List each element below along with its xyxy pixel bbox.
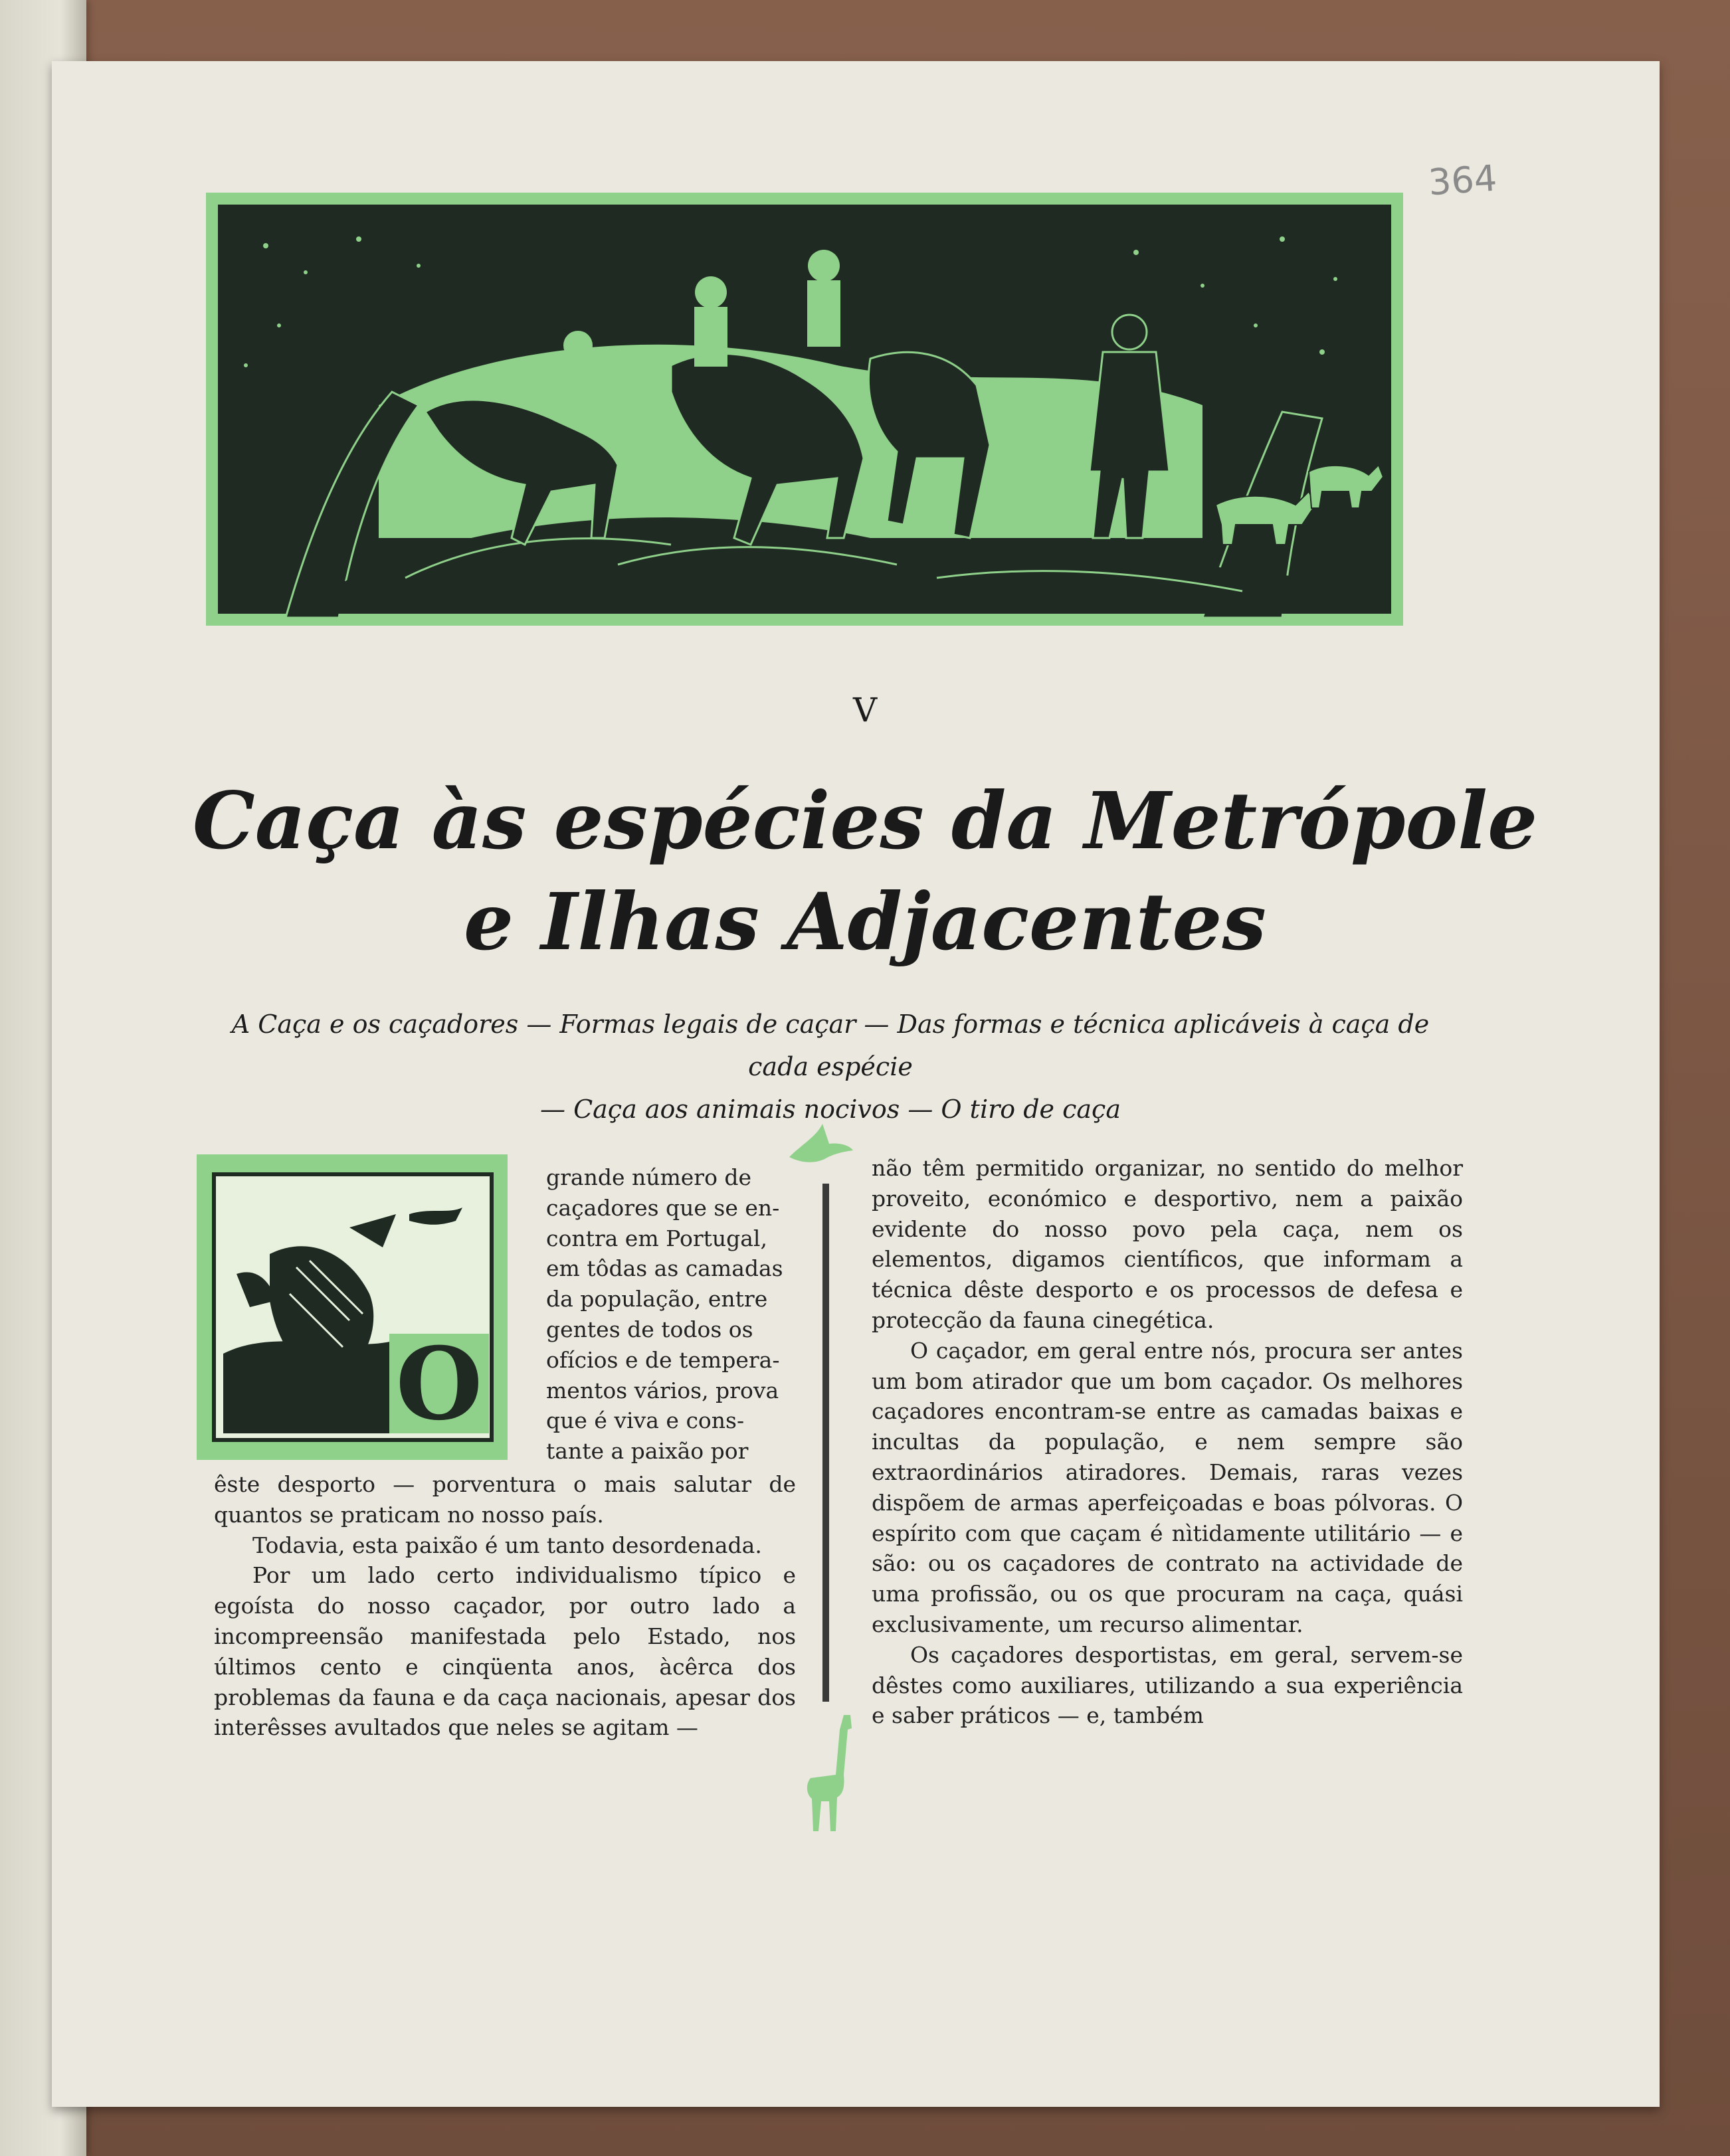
paragraph: Por um lado certo individualismo típico e egoísta do nosso caçador, por outro lado a incompreensão manifestada pelo Estado, nos últimos cento e cinqüenta anos, àcêrca dos problemas da fauna e da caça nacionais, apesar dos interêsses avultados que neles se agitam — <box>214 1562 796 1741</box>
paragraph: não têm permitido organizar, no sentido do melhor proveito, económico e desportivo, nem a paixão evidente do nosso povo pela caça, nem os elementos, digamos científicos, que informam a técnica dêste desporto e os processos de defesa e protecção da fauna cinegética. <box>872 1155 1463 1333</box>
paragraph: O caçador, em geral entre nós, procura ser antes um bom atirador que um bom caçador. Os melhores caçadores encontram-se entre as camadas baixas e incultas da população, e nem sempre são extraordinários atiradores. Demais, raras vezes dispõem de armas aperfeiçoadas e boas pólvoras. O espírito com que caçam é nìtidamente utilitário — e são: ou os caçadores de contrato na actividade de uma profissão, ou os que procuram na caça, quási exclusivamente, um recurso alimentar. <box>872 1337 1463 1637</box>
wrap-line: em tôdas as camadas <box>546 1255 783 1282</box>
chapter-subtitle <box>199 1003 1462 1130</box>
page-number: 364 <box>1426 157 1499 204</box>
hunting-scene-illustration <box>206 193 1403 626</box>
column-divider <box>822 1184 829 1702</box>
wrap-line: tante a paixão por <box>546 1438 749 1465</box>
paragraph: êste desporto — porventura o mais salutar de quantos se praticam no nosso país. <box>214 1471 796 1528</box>
wrap-line: contra em Portugal, <box>546 1225 767 1251</box>
title-line-1: Caça às espécies da Metrópole <box>192 774 1538 867</box>
wrap-line: grande número de <box>546 1164 752 1190</box>
wrap-line: da população, entre <box>546 1286 768 1312</box>
flying-bird-ornament <box>783 1117 856 1177</box>
dropcap-illustration <box>197 1154 508 1460</box>
dropcap-letter: O <box>395 1326 483 1443</box>
subtitle-line-1: A Caça e os caçadores — Formas legais de caçar — Das formas e técnica aplicáveis à caça de cada espécie <box>231 1010 1430 1081</box>
right-column-text <box>872 1153 1463 1731</box>
paragraph: Todavia, esta paixão é um tanto desordenada. <box>252 1532 762 1558</box>
paragraph: Os caçadores desportistas, em geral, servem-se dêstes como auxiliares, utilizando a sua experiência e saber práticos — e, também <box>872 1641 1463 1729</box>
wrap-line: que é viva e cons- <box>546 1407 745 1434</box>
chapter-title <box>0 770 1730 972</box>
title-line-2: e Ilhas Adjacentes <box>464 875 1266 968</box>
wrap-line: ofícios e de tempera- <box>546 1346 780 1373</box>
left-column-text <box>214 1469 796 1743</box>
wrap-line: gentes de todos os <box>546 1316 753 1342</box>
wrap-line: caçadores que se en- <box>546 1194 780 1221</box>
chapter-number: V <box>852 691 878 729</box>
wrap-line: mentos vários, prova <box>546 1377 779 1403</box>
giraffe-ornament <box>797 1708 864 1835</box>
dropcap-wrap-text <box>546 1162 796 1467</box>
subtitle-line-2: — Caça aos animais nocivos — O tiro de caça <box>540 1095 1121 1124</box>
